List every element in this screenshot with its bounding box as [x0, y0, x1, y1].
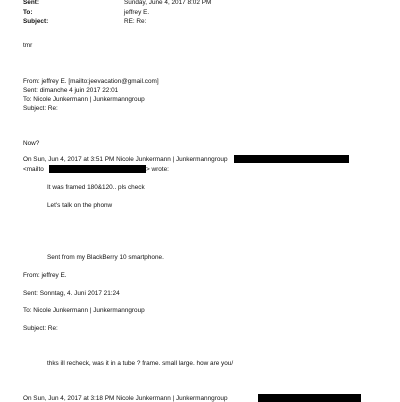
reply-text: tmr: [23, 42, 33, 49]
quoted4-intro-line1: On Sun, Jun 4, 2017 at 3:18 PM Nicole Junkermann | Junkermanngroup: [23, 395, 228, 402]
quoted3-subject: Subject: Re:: [23, 325, 58, 332]
quoted2-intro-line1: On Sun, Jun 4, 2017 at 3:51 PM Nicole Junkermann | Junkermanngroup: [23, 156, 228, 163]
quoted3-message: thks ill recheck, was it in a tube ? frame. small large. how are you/: [47, 360, 234, 367]
quoted1-subject: Subject: Re:: [23, 105, 58, 112]
quoted3-to: To: Nicole Junkermann | Junkermanngroup: [23, 307, 145, 314]
quoted2-line1: It was framed 180&120.. pls check: [47, 184, 145, 191]
redaction-bar: [49, 165, 146, 173]
quoted3-from: From: jeffrey E.: [23, 272, 67, 279]
subject-value: RE: Re:: [124, 18, 147, 25]
redaction-bar: [258, 394, 361, 402]
quoted2-signature: Sent from my BlackBerry 10 smartphone.: [47, 254, 164, 261]
quoted2-intro-mailto: <mailto: [23, 166, 44, 173]
quoted2-intro-wrote: > wrote:: [146, 166, 169, 173]
quoted1-to: To: Nicole Junkermann | Junkermanngroup: [23, 96, 145, 103]
redaction-bar: [234, 155, 349, 163]
quoted1-from: From: jeffrey E. [mailto:jeevacation@gmail.com]: [23, 78, 159, 85]
to-label: To:: [23, 9, 33, 16]
sent-label: Sent:: [23, 0, 39, 6]
quoted1-sent: Sent: dimanche 4 juin 2017 22:01: [23, 87, 119, 94]
to-value: jeffrey E.: [124, 9, 150, 16]
quoted1-message: Now?: [23, 140, 40, 147]
sent-value: Sunday, June 4, 2017 8:02 PM: [124, 0, 212, 6]
subject-label: Subject:: [23, 18, 49, 25]
quoted3-sent: Sent: Sonntag, 4. Juni 2017 21:24: [23, 290, 120, 297]
quoted2-line2: Let's talk on the phonw: [47, 202, 113, 209]
